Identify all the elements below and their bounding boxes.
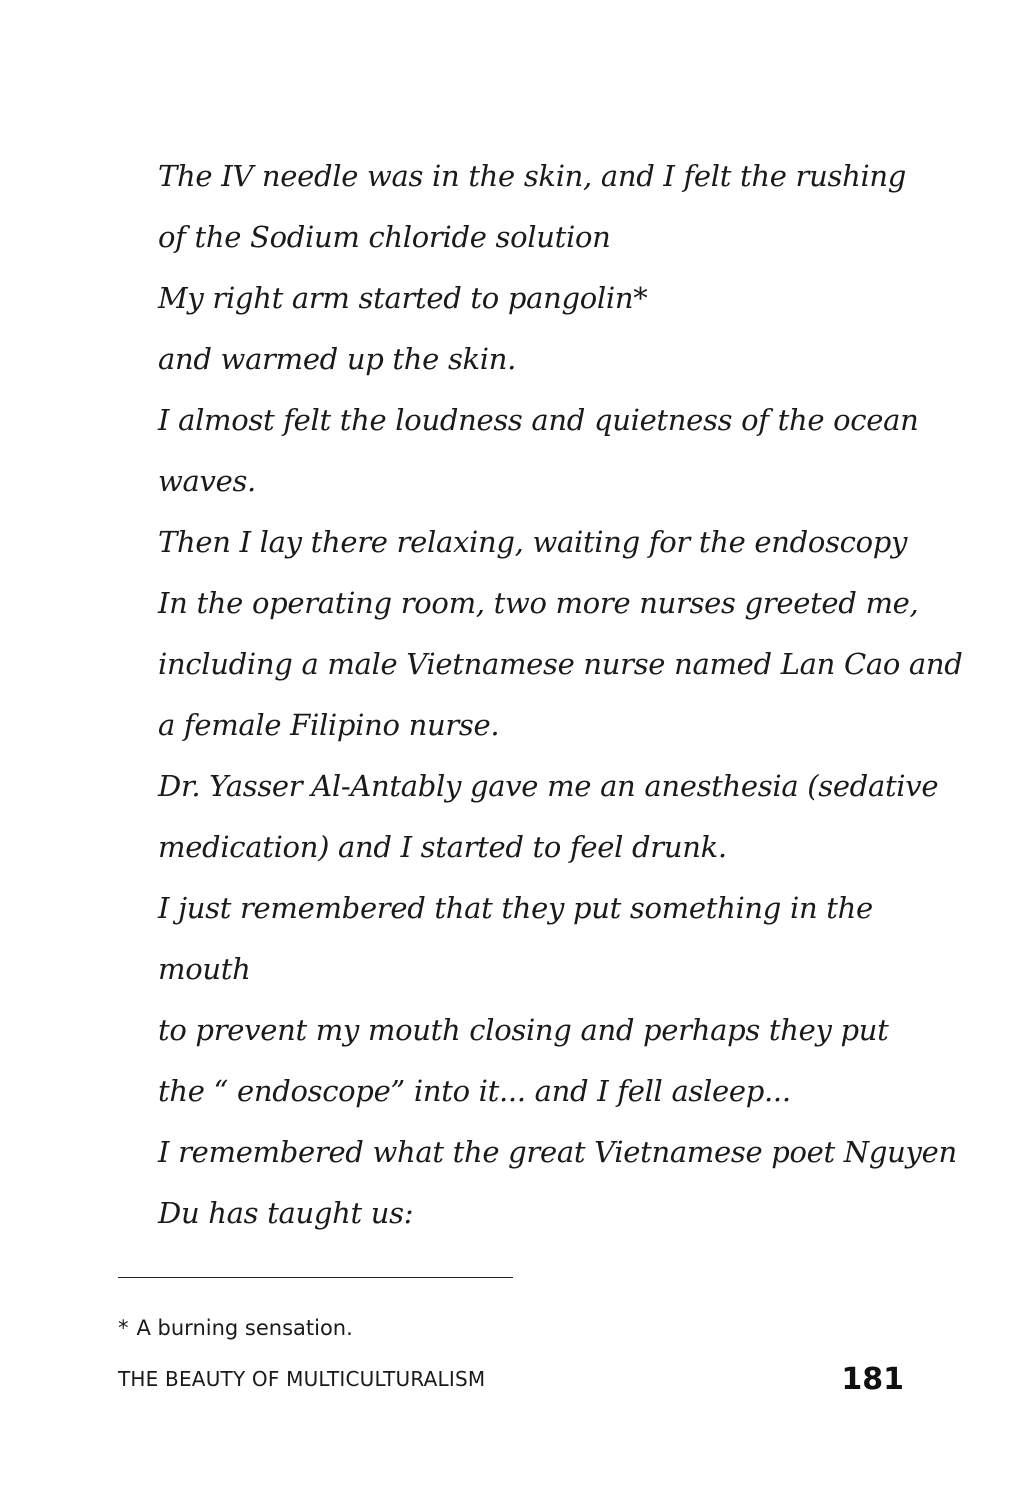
poem-line: and warmed up the skin. (158, 342, 517, 376)
footnote-mark: * (118, 1316, 129, 1340)
poem-line: to prevent my mouth closing and perhaps they put (158, 1013, 889, 1047)
poem-line: medication) and I started to feel drunk. (158, 830, 727, 864)
poem-line: I almost felt the loudness and quietness of the ocean (158, 403, 919, 437)
poem-line: a female Filipino nurse. (158, 708, 500, 742)
footnote (118, 1316, 353, 1340)
poem-line: I just remembered that they put something in the (158, 891, 873, 925)
poem-line: including a male Vietnamese nurse named Lan Cao and (158, 647, 963, 681)
poem-line: Dr. Yasser Al-Antably gave me an anesthesia (sedative (158, 769, 939, 803)
poem-line: The IV needle was in the skin, and I felt the rushing (158, 159, 907, 193)
poem-line: Du has taught us: (158, 1196, 414, 1230)
poem-line: mouth (158, 952, 251, 986)
page-number: 181 (841, 1362, 904, 1397)
poem-line: waves. (158, 464, 256, 498)
poem-line: My right arm started to pangolin* (158, 281, 648, 315)
poem-line: Then I lay there relaxing, waiting for the endoscopy (158, 525, 908, 559)
poem-line: I remembered what the great Vietnamese poet Nguyen (158, 1135, 957, 1169)
footnote-divider (118, 1277, 513, 1278)
poem-line: In the operating room, two more nurses greeted me, (158, 586, 919, 620)
poem-line: of the Sodium chloride solution (158, 220, 611, 254)
running-footer-title: THE BEAUTY OF MULTICULTURALISM (118, 1367, 486, 1391)
poem-body (158, 146, 963, 1244)
poem-line: the “ endoscope” into it... and I fell asleep... (158, 1074, 791, 1108)
footnote-text: A burning sensation. (136, 1316, 353, 1340)
